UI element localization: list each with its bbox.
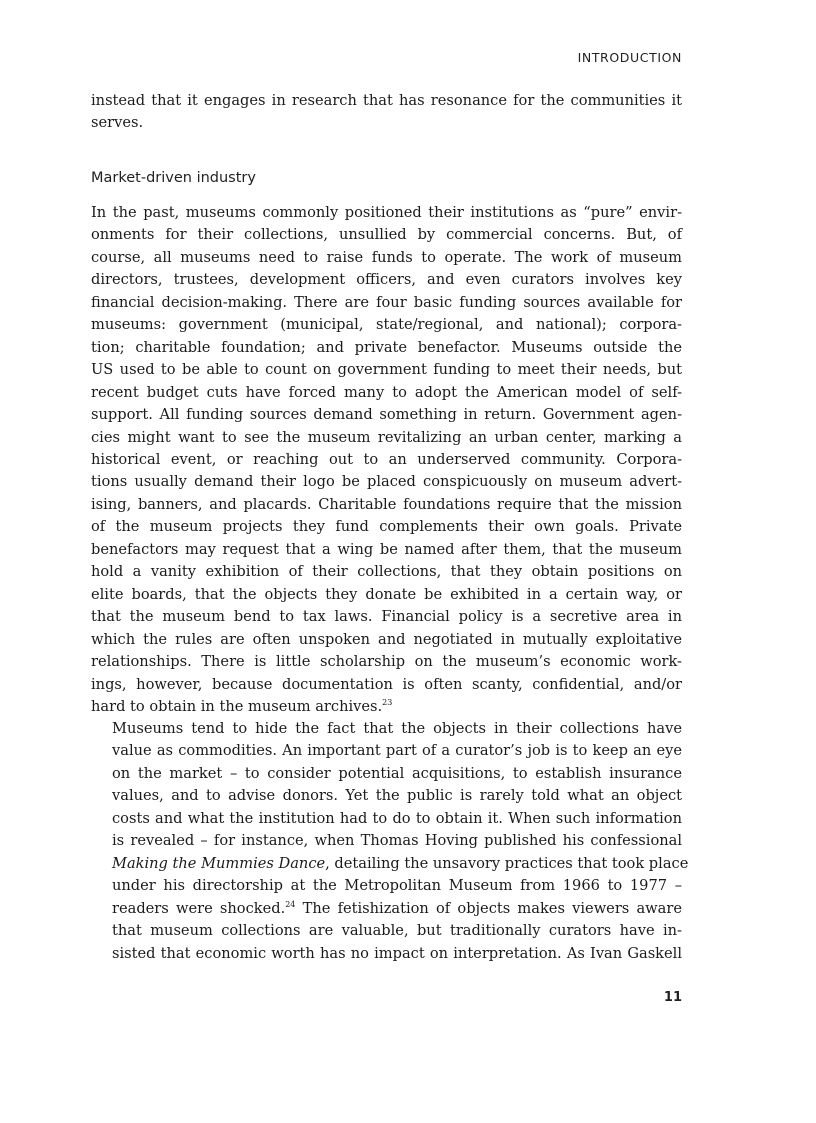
text-line: elite boards, that the objects they donate be exhibited in a certain way, or [91, 585, 682, 603]
text-line: financial decision-making. There are four basic funding sources available for [91, 293, 682, 311]
body-paragraph [91, 202, 682, 718]
text-line: which the rules are often unspoken and negotiated in mutually exploitative [91, 630, 682, 648]
page-number: 11 [663, 990, 682, 1005]
text-line: museums: government (municipal, state/regional, and national); corpora- [91, 316, 682, 334]
text-line: of the museum projects they fund complements their own goals. Private [91, 518, 682, 536]
text-line: tions usually demand their logo be placed conspicuously on museum advert- [91, 473, 682, 491]
section-heading: Market-driven industry [91, 170, 256, 186]
text-line: that the museum bend to tax laws. Financial policy is a secretive area in [91, 608, 682, 626]
text-line: In the past, museums commonly positioned their institutions as “pure” envir- [91, 204, 682, 221]
text-line: ings, however, because documentation is often scanty, confidential, and/or [91, 675, 682, 693]
footnote-ref: 24 [285, 899, 296, 909]
text-line: US used to be able to count on government funding to meet their needs, but [91, 361, 682, 379]
text-line: costs and what the institution had to do to obtain it. When such information [112, 809, 682, 827]
text-line: sisted that economic worth has no impact on interpretation. As Ivan Gaskell [112, 944, 682, 962]
text-line: cies might want to see the museum revitalizing an urban center, marking a [91, 428, 682, 446]
text-line: hold a vanity exhibition of their collections, that they obtain positions on [91, 563, 682, 581]
text-line: that museum collections are valuable, but traditionally curators have in- [112, 922, 682, 940]
text-line: recent budget cuts have forced many to adopt the American model of self- [91, 383, 682, 401]
text-line: values, and to advise donors. Yet the public is rarely told what an object [112, 787, 682, 805]
text-line: historical event, or reaching out to an underserved community. Corpora- [91, 450, 682, 468]
text-fragment: readers were shocked. [112, 899, 286, 917]
text-line: Museums tend to hide the fact that the objects in their collections have [112, 720, 682, 737]
text-fragment: , detailing the unsavory practices that took place [325, 854, 689, 872]
paragraph-continued [91, 90, 682, 135]
text-line: serves. [91, 114, 144, 132]
text-fragment: The fetishization of objects makes viewers aware [295, 899, 682, 917]
text-line-with-footnote [91, 898, 682, 920]
text-line: benefactors may request that a wing be named after them, that the museum [91, 540, 682, 558]
text-line-with-footnote [91, 696, 682, 718]
running-head: INTRODUCTION [577, 50, 682, 65]
text-line: tion; charitable foundation; and private benefactor. Museums outside the [91, 338, 682, 356]
text-line: hard to obtain in the museum archives. [91, 697, 383, 715]
footnote-ref: 23 [382, 697, 393, 707]
text-line: support. All funding sources demand something in return. Government agen- [91, 406, 682, 424]
body-paragraph [91, 718, 689, 965]
book-title: Making the Mummies Dance [112, 854, 326, 872]
text-line: value as commodities. An important part of a curator’s job is to keep an eye [112, 742, 682, 760]
text-line: directors, trustees, development officers, and even curators involves key [91, 271, 682, 289]
text-line: course, all museums need to raise funds to operate. The work of museum [91, 248, 682, 266]
text-line: is revealed – for instance, when Thomas Hoving published his confessional [112, 832, 682, 850]
text-line: relationships. There is little scholarship on the museum’s economic work- [91, 653, 682, 671]
text-line-with-title [91, 853, 689, 875]
text-line: ising, banners, and placards. Charitable foundations require that the mission [91, 495, 682, 513]
text-line: instead that it engages in research that has resonance for the communities it [91, 92, 682, 109]
text-line: under his directorship at the Metropolitan Museum from 1966 to 1977 – [112, 877, 682, 895]
text-line: on the market – to consider potential acquisitions, to establish insurance [112, 764, 682, 782]
text-line: onments for their collections, unsullied by commercial concerns. But, of [91, 226, 682, 244]
